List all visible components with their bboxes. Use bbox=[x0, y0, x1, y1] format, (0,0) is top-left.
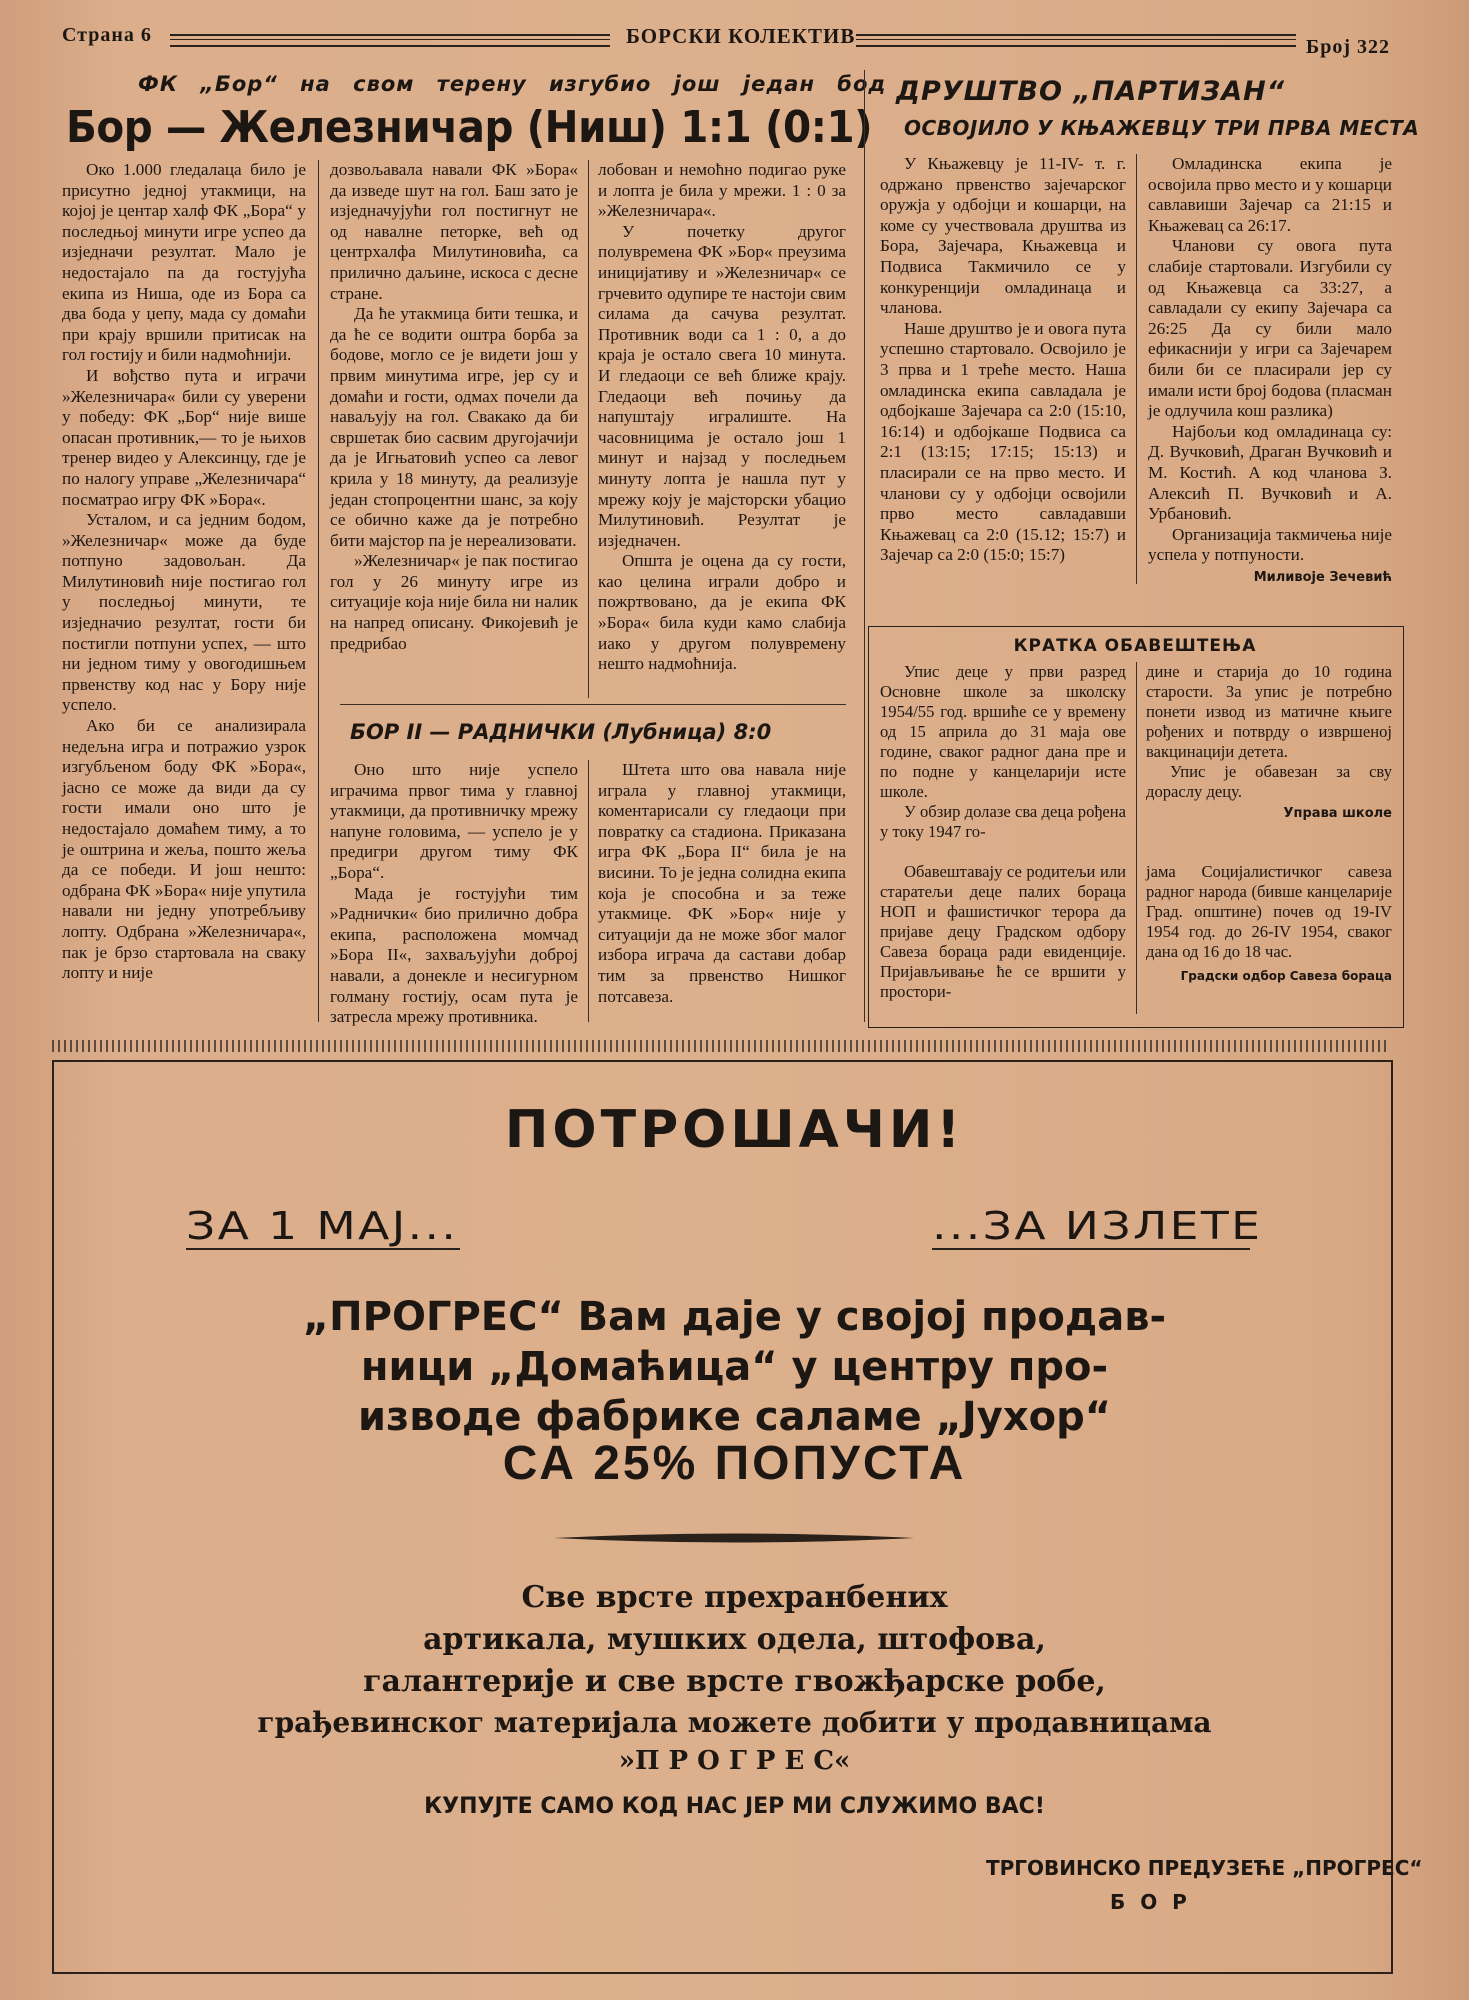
article3-title-sub: ОСВОЈИЛО У КЊАЖЕВЦУ ТРИ ПРВА МЕСТА bbox=[904, 116, 1420, 140]
column-divider bbox=[1136, 154, 1137, 584]
ad-body-3: галантерије и све врсте гвожђарске робе, bbox=[363, 1664, 1106, 1699]
ad-right-tag: ...ЗА ИЗЛЕТЕ bbox=[932, 1204, 1263, 1248]
column-divider bbox=[318, 160, 319, 1022]
paragraph: И вођство пута и играчи »Железничара« били су уверени у победу: ФК „Бор“ није више опасан противник,— то је њихов тренер видео у Алексинцу, где је по налогу управе „Железничара“ посматрао игру ФК »Бора«. bbox=[62, 365, 306, 509]
paragraph: У почетку другог полувремена ФК »Бор« преузима иницијативу и »Железничар« се грчевито одупире те настоји свим силама да сачува резултат. Противник води са 1 : 0, а до краја је остало свега 10 минута. И гледаоци се већ ближе крају. Гледаоци већ почињу да напуштају игралиште. На часовницима је остало још 1 минут и најзад у последњем минуту лопта је нашла пут у мрежу коју је мајсторски убацио Милутиновић. Резултат је изједначен. bbox=[598, 221, 846, 550]
article3-column-1 bbox=[880, 154, 1126, 566]
paragraph: »Железничар« је пак постигао гол у 26 минуту игре из ситуације која није била ни налик на напред описану. Фикојевић је предрибао bbox=[330, 551, 578, 653]
ad-right-underline bbox=[932, 1248, 1250, 1250]
column-divider bbox=[588, 760, 589, 1022]
column-divider bbox=[588, 160, 589, 698]
ad-line-2: ници „Домаћица“ у центру про- bbox=[360, 1344, 1109, 1390]
notice2-column-2 bbox=[1146, 862, 1392, 986]
header-rule-left bbox=[170, 34, 610, 47]
ad-body-4: грађевинског материјала можете добити у продавницама bbox=[257, 1706, 1212, 1739]
paragraph: јама Социјалистичког савеза радног народа (бивше канцеларије Град. општине) почев од 19-IV 1954 год. до 26-IV 1954, сваког дана од 16 до 18 час. bbox=[1146, 862, 1392, 961]
ad-line-3: изводе фабрике саламе „Јухор“ bbox=[357, 1394, 1112, 1440]
paragraph: Организација такмичења није успела у потпуности. bbox=[1148, 524, 1392, 565]
notice1-column-1 bbox=[880, 662, 1126, 842]
header-rule-right bbox=[856, 34, 1296, 47]
paragraph: Упис деце у први разред Основне школе за школску 1954/55 год. вршиће се у времену од 15 априла до 31 маја ове године, сваког радног дана пре и по подне у канцеларији исте школе. bbox=[880, 662, 1126, 801]
paragraph: Наше друштво је и овога пута успешно стартовало. Освојило је 3 прва и 1 треће место. Наша омладинска екипа савладала је одбојкаше Зајечара са 2:0 (15:10, 16:14) и одбојкаше Подвиса са 2:1 (13:15; 17:15; 15:13) и пласирали се на прво место. И чланови су у одбојци освојили прво место савладавши Књажевац са 2:0 (15.12; 15:7) и Зајечар са 2:0 (15:0; 15:7) bbox=[880, 318, 1126, 565]
notices-title: КРАТКА ОБАВЕШТЕЊА bbox=[1013, 636, 1257, 656]
paragraph: Око 1.000 гледалаца било је присутно једној утакмици, на којој је центар халф ФК „Бора“ у последњој минути игре успео да изједначи резултат. Мало је недостајало па да гостујућа екипа из Ниша, оде из Бора са два бода у џепу, мада су домаћи при крају вршили притисак на гол гостију и били надмоћнији. bbox=[62, 160, 306, 365]
article1-title: Бор — Железничар (Ниш) 1:1 (0:1) bbox=[66, 102, 873, 153]
paragraph: У обзир долазе сва деца рођена у току 1947 го- bbox=[880, 802, 1126, 841]
article1-column-1 bbox=[62, 160, 306, 984]
paragraph: лобован и немоћно подигао руке и лопта је била у мрежи. 1 : 0 за »Железничара«. bbox=[598, 160, 846, 221]
ad-body-1: Све врсте прехранбених bbox=[521, 1580, 948, 1615]
ad-signature-city: Б О Р bbox=[1110, 1890, 1191, 1914]
article3-column-2 bbox=[1148, 154, 1392, 588]
paragraph: Оно што није успело играчима првог тима у главној утакмици, да противничку мрежу напуне головима, — успело је у предигри другом тиму ФК „Бора“. bbox=[330, 760, 578, 882]
paragraph: Чланови су овога пута слабије стартовали. Изгубили су од Књажевца са 33:27, а савладали су екипу Зајечара са 26:25 Да су били мало ефикаснији у игри са Зајечарем били би се пласирали јер су имали исти број бодова (пласман је одлучила кош разлика) bbox=[1148, 236, 1392, 421]
ad-left-underline bbox=[186, 1248, 460, 1250]
paragraph: Мада је гостујући тим »Раднички« био прилично добра екипа, расположена момчад »Бора II«, захваљујући доброј навали, а донекле и несигурном голману гостију, осам пута је затресла мрежу противника. bbox=[330, 883, 578, 1027]
ad-body-5: »П Р О Г Р Е С« bbox=[618, 1746, 851, 1776]
issue-number: Број 322 bbox=[1306, 36, 1391, 58]
ad-slogan: КУПУЈТЕ САМО КОД НАС ЈЕР МИ СЛУЖИМО ВАС! bbox=[424, 1794, 1045, 1819]
ornament-icon bbox=[554, 1531, 914, 1545]
notice2-signature: Градски одбор Савеза бораца bbox=[1180, 969, 1392, 983]
ad-signature-company: ТРГОВИНСКО ПРЕДУЗЕЋЕ „ПРОГРЕС“ bbox=[986, 1856, 1423, 1880]
paragraph: дозвољавала навали ФК »Бора« да изведе шут на гол. Баш зато је изједначујући гол постигнут не од навалне петорке, већ од центрхалфа Милутиновића, са прилично даљине, искоса с десне стране. bbox=[330, 160, 578, 303]
article1-column-3 bbox=[598, 160, 846, 675]
paragraph: Штета што ова навала није играла у главној утакмици, коментарисали су гледаоци при повратку са стадиона. Приказана игра ФК „Бора II“ била је на висини. То је једна солидна екипа која је способна и за теже утакмице. ФК »Бор« није у ситуацији да не може због малог избора играча да састави добар тим за првенство Нишког потсавеза. bbox=[598, 760, 846, 1006]
advertisement-box bbox=[52, 1060, 1393, 1974]
ad-left-tag: ЗА 1 МАЈ... bbox=[186, 1204, 459, 1248]
paragraph: Најбољи код омладинаца су: Д. Вучковић, Драган Вучковић и М. Костић. А код чланова З. Алексић П. Вучковић и А. Урбановић. bbox=[1148, 421, 1392, 524]
paragraph: Ако би се анализирала недељна игра и потражио узрок изгубљеном боду ФК »Бора«, јасно се може да види да су гости имали оно што је недостајало домаћем тиму, а то је оштрина и жеља, пошто жеља да се победи. И још нешто: одбрана ФК »Бора« није упутила навали ни једну употребљиву лопту. Одбрана »Железничара«, пак је брзо стартовала на сваку лопту и није bbox=[62, 716, 306, 983]
notice1-signature: Управа школе bbox=[1283, 806, 1392, 821]
paragraph: Обавештавају се родитељи или старатељи деце палих бораца НОП и фашистичког терора да пријаве децу Градском одбору Савеза бораца ради евиденције. Пријављивање ће се вршити у простори- bbox=[880, 862, 1126, 1001]
masthead: БОРСКИ КОЛЕКТИВ bbox=[626, 24, 856, 48]
decorative-border bbox=[52, 1040, 1389, 1052]
paragraph: Општа је оцена да су гости, као целина играли добро и пожртвовано, да је екипа ФК »Бора« била куди камо слабија иако у другом полувремену нешто надмоћнија. bbox=[598, 551, 846, 674]
paragraph: дине и старија до 10 година старости. За упис је потребно понети извод из матичне књиге рођених и потврду о извршеној вакцинацији детета. bbox=[1146, 662, 1392, 761]
paragraph: Да ће утакмица бити тешка, и да ће се водити оштра борба за бодове, могло се је видети још у првим минутима игре, јер су и домаћи и гости, одмах почели да навaљују на гол. Свакако да би свршетак био сасвим другојачији да је Игњатовић успео са левог крила у 18 минуту, да реализује један стопроцентни шанс, за коју се обично каже да је потребно бити мајстор па је нереализовати. bbox=[330, 304, 578, 550]
article2-title: БОР II — РАДНИЧКИ (Лубница) 8:0 bbox=[350, 720, 772, 744]
notice2-column-1 bbox=[880, 862, 1126, 1002]
page-number: Страна 6 bbox=[62, 24, 152, 46]
article2-top-rule bbox=[340, 704, 846, 705]
ad-ornament-divider bbox=[554, 1530, 914, 1544]
section-divider bbox=[864, 70, 865, 1022]
article1-kicker: ФК „Бор“ на свом терену изгубио још један бод bbox=[138, 72, 887, 96]
article2-column-2 bbox=[598, 760, 846, 1007]
paragraph: У Књажевцу је 11-IV- т. г. одржано првенство зајечарског оружја у одбојци и кошарци, на коме су учествовала друштва из Бора, Зајечара, Књажевца и Подвиса Такмичило се у конкуренцији омладинаца и чланова. bbox=[880, 154, 1126, 318]
notice1-column-2 bbox=[1146, 662, 1392, 824]
paragraph: Упис је обавезан за сву дораслу децу. bbox=[1146, 762, 1392, 801]
article1-column-2 bbox=[330, 160, 578, 654]
paragraph: Усталом, и са једним бодом, »Железничар« може да буде потпуно задовољан. Да Милутиновић није постигао гол у последњој минути, те изједначио резултат, гости би постигли потпуни успех, — што ни једном тиму у овогодишњем првенству код нас у Бору није успело. bbox=[62, 510, 306, 715]
article2-column-1 bbox=[330, 760, 578, 1028]
paragraph: Омладинска екипа је освојила прво место и у кошарци савлавиши Зајечар са 21:15 и Књажевац са 26:17. bbox=[1148, 154, 1392, 235]
ad-headline: ПОТРОШАЧИ! bbox=[504, 1100, 965, 1160]
ad-body-2: артикала, мушких одела, штофова, bbox=[423, 1622, 1046, 1657]
column-divider bbox=[1136, 662, 1137, 1014]
ad-discount: СА 25% ПОПУСТА bbox=[502, 1437, 967, 1490]
ad-line-1: „ПРОГРЕС“ Вам даје у својој продав- bbox=[302, 1294, 1167, 1340]
article3-title-main: ДРУШТВО „ПАРТИЗАН“ bbox=[896, 76, 1286, 107]
article3-author: Миливоје Зечевић bbox=[1253, 569, 1392, 585]
